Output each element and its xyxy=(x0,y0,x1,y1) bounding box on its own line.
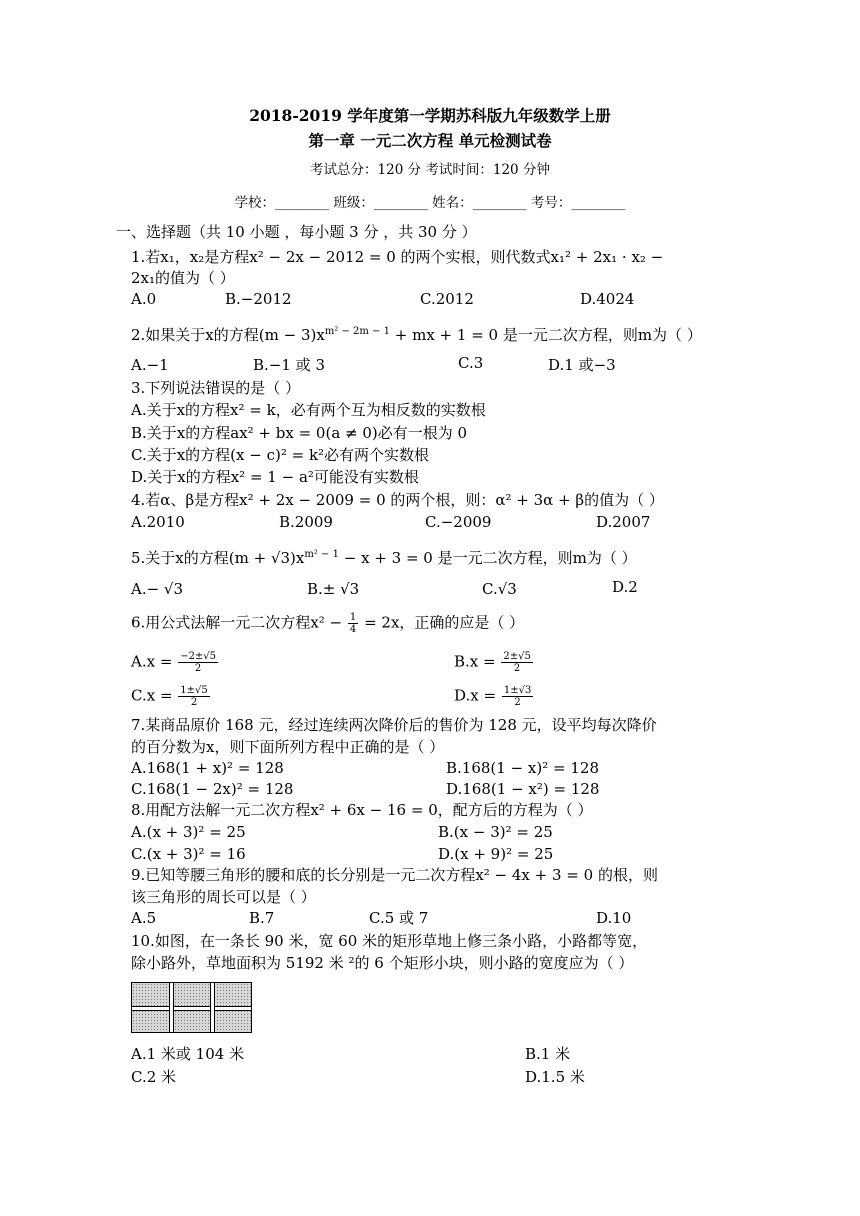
q9-option-b: B.7 xyxy=(249,909,275,927)
lawn-roads-figure xyxy=(131,982,252,1033)
section-heading: 一、选择题（共 10 小题 ，每小题 3 分 ，共 30 分 ） xyxy=(116,223,477,241)
q2-stem-pre: 2.如果关于x的方程(m − 3)x xyxy=(131,326,325,344)
q10-option-b: B.1 米 xyxy=(525,1045,571,1063)
q2-stem-post: + mx + 1 = 0 是一元二次方程，则m为（ ） xyxy=(389,326,702,344)
q6-c-num: 1±√5 xyxy=(180,685,208,696)
q9-stem-line2: 该三角形的周长可以是（ ） xyxy=(131,888,316,906)
q6-stem xyxy=(131,612,524,635)
q7-option-a: A.168(1 + x)² = 128 xyxy=(131,759,284,777)
q6-d-fraction xyxy=(502,685,533,708)
q2-option-a: A.−1 xyxy=(131,356,169,374)
q6-d-num: 1±√3 xyxy=(503,685,532,696)
q6-stem-fraction xyxy=(348,612,358,635)
q8-option-b: B.(x − 3)² = 25 xyxy=(438,823,553,841)
q6-option-b xyxy=(454,651,534,674)
figure-horizontal-road xyxy=(132,1006,251,1011)
exam-info: 考试总分：120 分 考试时间：120 分钟 xyxy=(310,162,550,178)
q7-option-d: D.168(1 − x²) = 128 xyxy=(446,780,600,798)
q5-option-c: C.√3 xyxy=(482,580,517,598)
q2-option-d: D.1 或−3 xyxy=(548,356,616,374)
q6-d-den: 2 xyxy=(514,697,521,708)
q6-c-fraction xyxy=(178,685,209,708)
q6-a-den: 2 xyxy=(194,663,202,674)
q5-option-d: D.2 xyxy=(612,578,638,596)
q5-option-a: A.− √3 xyxy=(131,580,184,598)
q2-stem xyxy=(131,322,702,345)
q9-option-c: C.5 或 7 xyxy=(369,909,429,927)
q6-a-prefix: A.x = xyxy=(131,652,173,671)
q6-option-a xyxy=(131,651,219,674)
q4-stem: 4.若α、β是方程x² + 2x − 2009 = 0 的两个根，则：α² + 3α + β的值为（ ） xyxy=(131,491,664,509)
q3-option-a: A.关于x的方程x² = k，必有两个互为相反数的实数根 xyxy=(131,401,486,419)
q6-stem-frac-num: 1 xyxy=(349,612,357,623)
q6-c-prefix: C.x = xyxy=(131,686,173,705)
q10-option-d: D.1.5 米 xyxy=(525,1068,585,1086)
q2-option-c: C.3 xyxy=(458,354,484,372)
q3-option-d: D.关于x的方程x² = 1 − a²可能没有实数根 xyxy=(131,468,419,486)
q5-stem-post: − x + 3 = 0 是一元二次方程，则m为（ ） xyxy=(338,549,637,567)
q2-stem-exponent: m² − 2m − 1 xyxy=(324,326,390,337)
q10-option-c: C.2 米 xyxy=(131,1068,177,1086)
q6-option-d xyxy=(454,685,534,708)
q6-b-num: 2±√5 xyxy=(503,651,531,662)
figure-vertical-road-right xyxy=(210,983,215,1032)
q4-option-c: C.−2009 xyxy=(425,513,492,531)
q3-option-c: C.关于x的方程(x − c)² = k²必有两个实数根 xyxy=(131,446,430,464)
q6-stem-frac-den: 4 xyxy=(349,624,357,635)
q1-option-d: D.4024 xyxy=(580,290,635,308)
q8-stem: 8.用配方法解一元二次方程x² + 6x − 16 = 0，配方后的方程为（ ） xyxy=(131,801,593,819)
q3-option-b: B.关于x的方程ax² + bx = 0(a ≠ 0)必有一根为 0 xyxy=(131,424,468,442)
q8-option-c: C.(x + 3)² = 16 xyxy=(131,845,246,863)
q5-stem-exponent: m² − 1 xyxy=(304,549,339,560)
q9-option-a: A.5 xyxy=(131,909,157,927)
q6-stem-pre: 6.用公式法解一元二次方程x² − xyxy=(131,613,343,632)
q3-stem: 3.下列说法错误的是（ ） xyxy=(131,379,301,397)
q8-option-a: A.(x + 3)² = 25 xyxy=(131,823,246,841)
q6-b-fraction xyxy=(501,651,532,674)
q6-b-den: 2 xyxy=(513,663,521,674)
q7-stem-line1: 7.某商品原价 168 元，经过连续两次降价后的售价为 128 元，设平均每次降价 xyxy=(131,716,657,734)
q4-option-a: A.2010 xyxy=(131,513,185,531)
q8-option-d: D.(x + 9)² = 25 xyxy=(438,845,554,863)
q5-stem xyxy=(131,545,637,568)
q6-option-c xyxy=(131,685,211,708)
q9-stem-line1: 9.已知等腰三角形的腰和底的长分别是一元二次方程x² − 4x + 3 = 0 的根，则 xyxy=(131,866,658,884)
q6-c-den: 2 xyxy=(190,697,198,708)
figure-vertical-road-left xyxy=(169,983,174,1032)
q1-option-a: A.0 xyxy=(131,290,157,308)
q6-a-num: −2±√5 xyxy=(180,651,217,662)
q7-option-b: B.168(1 − x)² = 128 xyxy=(446,759,599,777)
q7-option-c: C.168(1 − 2x)² = 128 xyxy=(131,780,294,798)
q2-option-b: B.−1 或 3 xyxy=(253,356,325,374)
q1-stem-line1: 1.若x₁，x₂是方程x² − 2x − 2012 = 0 的两个实根，则代数式x₁² + 2x₁ · x₂ − xyxy=(131,248,664,266)
q10-stem-line2: 除小路外，草地面积为 5192 米 ²的 6 个矩形小块，则小路的宽度应为（ ） xyxy=(131,954,634,972)
q9-option-d: D.10 xyxy=(596,909,632,927)
q1-stem-line2: 2x₁的值为（ ） xyxy=(131,269,235,287)
q6-a-fraction xyxy=(178,651,218,674)
q1-option-c: C.2012 xyxy=(420,290,474,308)
exam-title-line1: 2018-2019 学年度第一学期苏科版九年级数学上册 xyxy=(249,106,611,125)
q10-option-a: A.1 米或 104 米 xyxy=(131,1045,245,1063)
q4-option-b: B.2009 xyxy=(279,513,333,531)
exam-title-line2: 第一章 一元二次方程 单元检测试卷 xyxy=(308,131,552,150)
student-info: 学校：________ 班级：________ 姓名：________ 考号：________ xyxy=(234,195,626,211)
q5-option-b: B.± √3 xyxy=(307,580,360,598)
q6-stem-post: = 2x，正确的应是（ ） xyxy=(364,613,525,632)
q1-option-b: B.−2012 xyxy=(225,290,292,308)
q4-option-d: D.2007 xyxy=(596,513,651,531)
q5-stem-pre: 5.关于x的方程(m + √3)x xyxy=(131,549,305,567)
q10-stem-line1: 10.如图，在一条长 90 米，宽 60 米的矩形草地上修三条小路，小路都等宽， xyxy=(131,932,648,950)
q6-d-prefix: D.x = xyxy=(454,686,497,705)
q7-stem-line2: 的百分数为x，则下面所列方程中正确的是（ ） xyxy=(131,738,445,756)
q6-b-prefix: B.x = xyxy=(454,652,496,671)
